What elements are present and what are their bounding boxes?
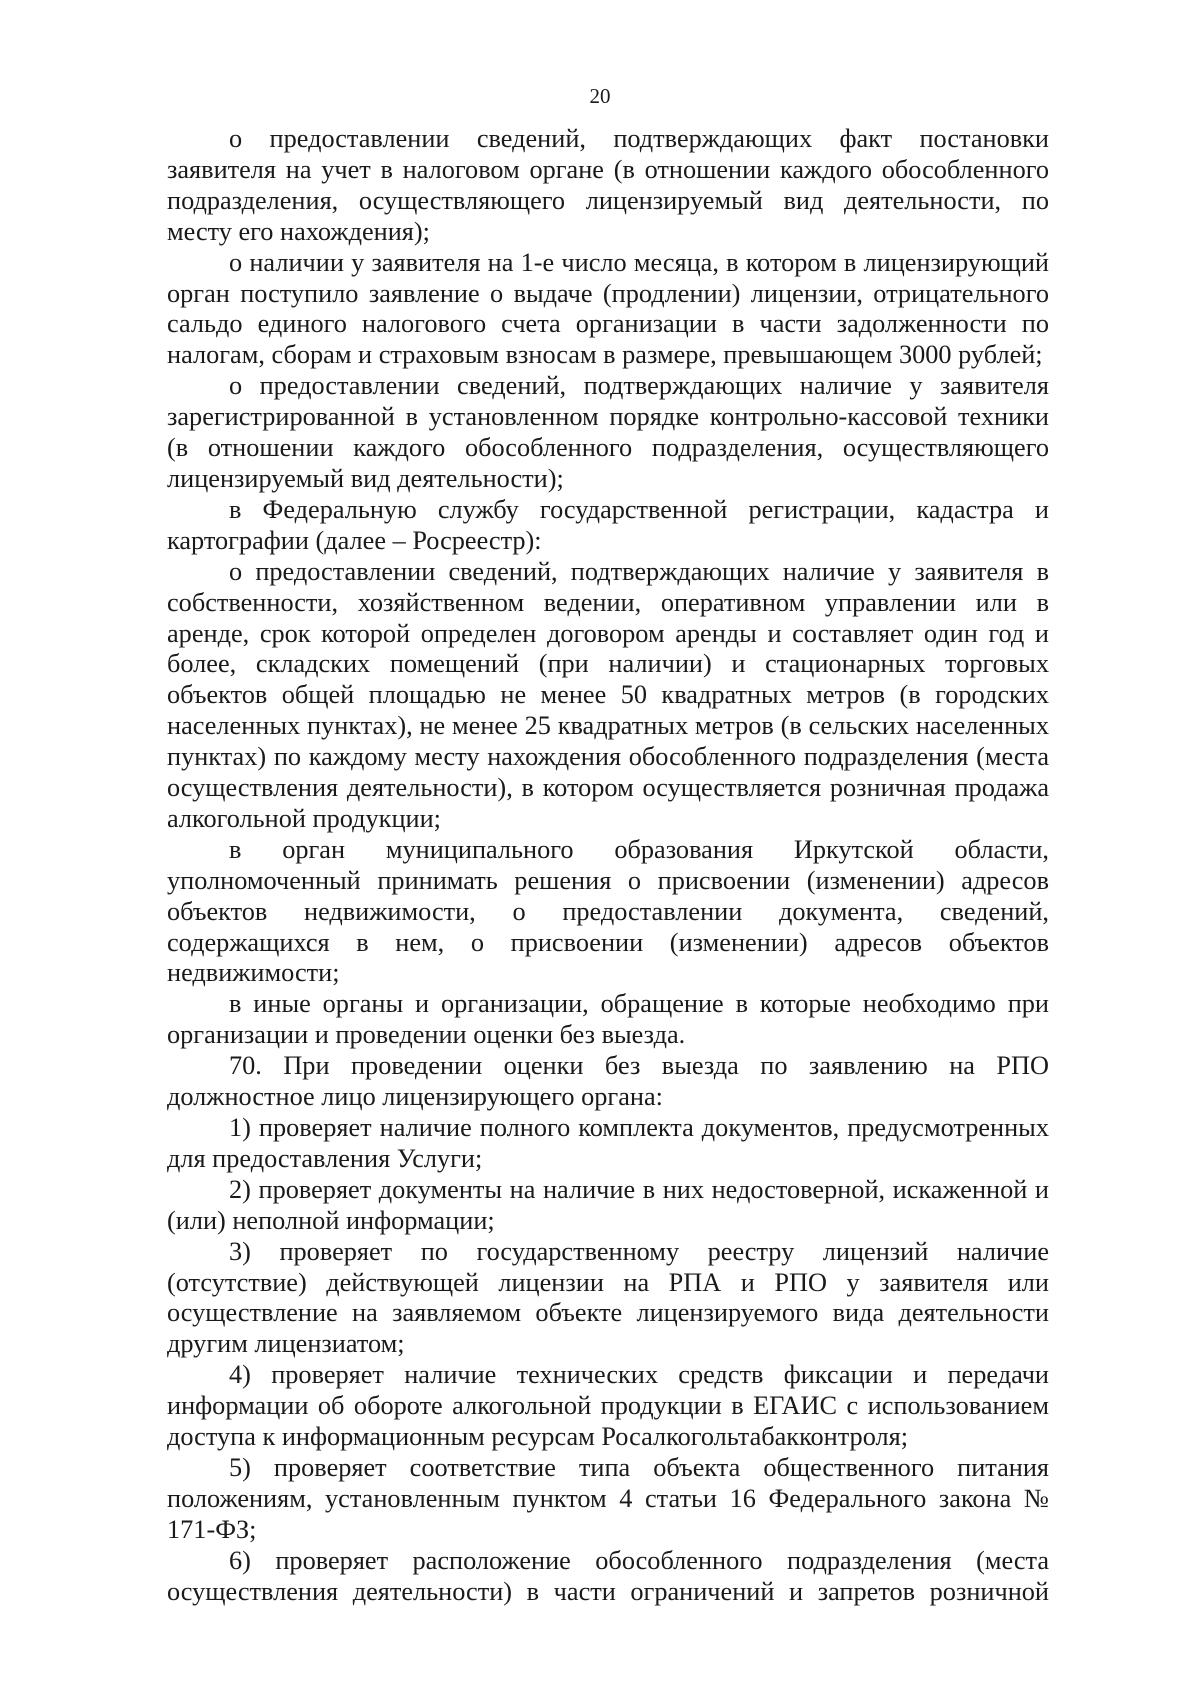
page-number: 20: [589, 84, 611, 108]
paragraph: 3) проверяет по государственному реестру лицензий наличие (отсутствие) действующей лицензии на РПА и РПО у заявителя или осуществление на заявляемом объекте лицензируемого вида деятельности другим лицензиатом;: [167, 1236, 1049, 1359]
paragraph: 5) проверяет соответствие типа объекта общественного питания положениям, установленным пунктом 4 статьи 16 Федерального закона № 171-ФЗ;: [167, 1452, 1049, 1544]
paragraph: 4) проверяет наличие технических средств фиксации и передачи информации об обороте алкогольной продукции в ЕГАИС с использованием доступа к информационным ресурсам Росалкогольтабакконтроля;: [167, 1360, 1049, 1452]
paragraph: в орган муниципального образования Иркутской области, уполномоченный принимать решения о присвоении (изменении) адресов объектов недвижимости, о предоставлении документа, сведений, содержащихся в нем, о присвоении (изменении) адресов объектов недвижимости;: [167, 834, 1049, 988]
paragraph: 6) проверяет расположение обособленного подразделения (места осуществления деятельности) в части ограничений и запретов розничной: [167, 1545, 1049, 1606]
paragraph: о предоставлении сведений, подтверждающих наличие у заявителя в собственности, хозяйственном ведении, оперативном управлении или в аренде, срок которой определен договором аренды и составляет один год и более, складских помещений (при наличии) и стационарных торговых объектов общей площадью не менее 50 квадратных метров (в городских населенных пунктах), не менее 25 квадратных метров (в сельских населенных пунктах) по каждому месту нахождения обособленного подразделения (места осуществления деятельности), в котором осуществляется розничная продажа алкогольной продукции;: [167, 556, 1049, 833]
paragraph: 1) проверяет наличие полного комплекта документов, предусмотренных для предоставления Услуги;: [167, 1113, 1049, 1173]
paragraph: 2) проверяет документы на наличие в них недостоверной, искаженной и (или) неполной информации;: [167, 1174, 1049, 1235]
paragraph: о предоставлении сведений, подтверждающих факт постановки заявителя на учет в налоговом органе (в отношении каждого обособленного подразделения, осуществляющего лицензируемый вид деятельности, по месту его нахождения);: [167, 124, 1049, 246]
paragraph: 70. При проведении оценки без выезда по заявлению на РПО должностное лицо лицензирующего органа:: [167, 1051, 1049, 1112]
paragraph: в Федеральную службу государственной регистрации, кадастра и картографии (далее – Росреестр):: [167, 494, 1049, 555]
document-body: [167, 124, 1049, 1608]
paragraph: о предоставлении сведений, подтверждающих наличие у заявителя зарегистрированной в установленном порядке контрольно-кассовой техники (в отношении каждого обособленного подразделения, осуществляющего лицензируемый вид деятельности);: [167, 371, 1049, 493]
paragraph: в иные органы и организации, обращение в которые необходимо при организации и проведении оценки без выезда.: [167, 989, 1049, 1050]
paragraph: о наличии у заявителя на 1-е число месяца, в котором в лицензирующий орган поступило заявление о выдаче (продлении) лицензии, отрицательного сальдо единого налогового счета организации в части задолженности по налогам, сборам и страховым взносам в размере, превышающем 3000 рублей;: [167, 247, 1049, 370]
